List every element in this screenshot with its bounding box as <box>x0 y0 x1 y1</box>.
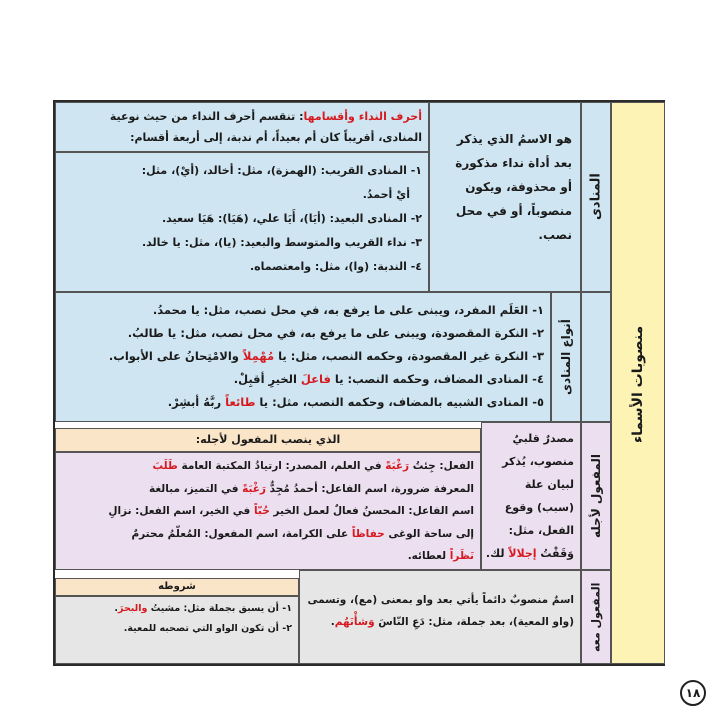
lajlih-label-cell <box>581 422 611 570</box>
munada-letters-intro: أحرف النداء وأقسامها: تنقسم أحرف النداء من حيث نوعية المنادى، أقريباً كان أم بعيداً، أم ندبة، إلى أربعة أقسام: <box>55 102 429 152</box>
lajlih-definition: مصدرٌ قلبيٌ منصوب، يُذكر لبيان علة (سبب) وقوع الفعل، مثل: وَقَفْتُ إجلالاً لك. <box>481 422 581 570</box>
types-label-cell <box>551 292 581 422</box>
maah-label: المفعول معه <box>589 582 603 652</box>
types-right-spacer <box>581 292 611 422</box>
types-label: أنواع المنادى <box>559 319 573 395</box>
munada-label-cell <box>581 102 611 292</box>
maah-label-cell <box>581 570 611 664</box>
munada-definition: هو الاسمُ الذي يذكر بعد أداة نداء مذكورة أو محذوفة، ويكون منصوباً، أو في محل نصب. <box>429 102 581 292</box>
grammar-table <box>53 100 665 666</box>
maah-conditions-header: شروطه <box>55 578 299 596</box>
lajlih-examples: الفعل: جِئتُ رَغْبَةً في العلم، المصدر: ارتيادُ المكتبة العامة طَلَبَ المعرفة ضرورة، اسم الفاعل: أحمدُ مُجِدٌّ رَغْبَةً في التميز، مبالغة اسم الفاعل: المحسنُ فعالٌ لعمل الخير حُبّاً في الخير، اسم الفعل: نزالِ إلى ساحة الوغى حفاظاً على الكرامة، اسم المفعول: المُعلّمُ محترمٌ نَظَراً لعطائه. <box>55 452 481 570</box>
lajlih-label: المفعول لأجله <box>589 454 603 538</box>
maah-definition: اسمٌ منصوبٌ دائماً يأتي بعد واو بمعنى (مع)، وتسمى (واو المعية)، بعد جملة، مثل: دَعِ النّاسَ وَشأْنَهُم. <box>299 570 581 664</box>
types-list: ١- العَلَم المفرد، ويبنى على ما يرفع به، في محل نصب، مثل: يا محمدُ. ٢- النكرة المقصودة، ويبنى على ما يرفع به، في محل نصب، مثل: يا طالبُ. ٣- النكرة غير المقصودة، وحكمه النصب، مثل: يا مُهْمِلاً والامْتِحانُ على الأبواب. ٤- المنادى المضاف، وحكمه النصب: يا فاعلَ الخيرِ أقبِلْ. ٥- المنادى الشبيه بالمضاف، وحكمه النصب، مثل: يا طائعاً ربَّهُ أبشِرْ. <box>55 292 551 422</box>
letters-title: أحرف النداء وأقسامها <box>303 110 422 123</box>
page-number: ١٨ <box>680 680 706 706</box>
maah-conditions: ١- أن يسبق بجملة مثل: مشيتُ والبحرَ. ٢- أن تكون الواو التي تصحبه للمعية. <box>55 596 299 664</box>
lajlih-header: الذي ينصب المفعول لأجله: <box>55 428 481 452</box>
munada-label: المنادى <box>588 173 604 221</box>
main-title: منصوبات الأسماء <box>630 325 646 443</box>
main-title-column <box>611 102 665 664</box>
munada-letters-list: ١- المنادى القريب: (الهمزة)، مثل: أخالد، (أيْ)، مثل: أيْ أحمدُ. ٢- المنادى البعيد: (أيَا)، أَيَا علي، (هَيَا): هَيَا سعيد. ٣- نداء القريب والمتوسط والبعيد: (يا)، مثل: يا خالد. ٤- الندبة: (وا)، مثل: وامعتصماه. <box>55 152 429 292</box>
